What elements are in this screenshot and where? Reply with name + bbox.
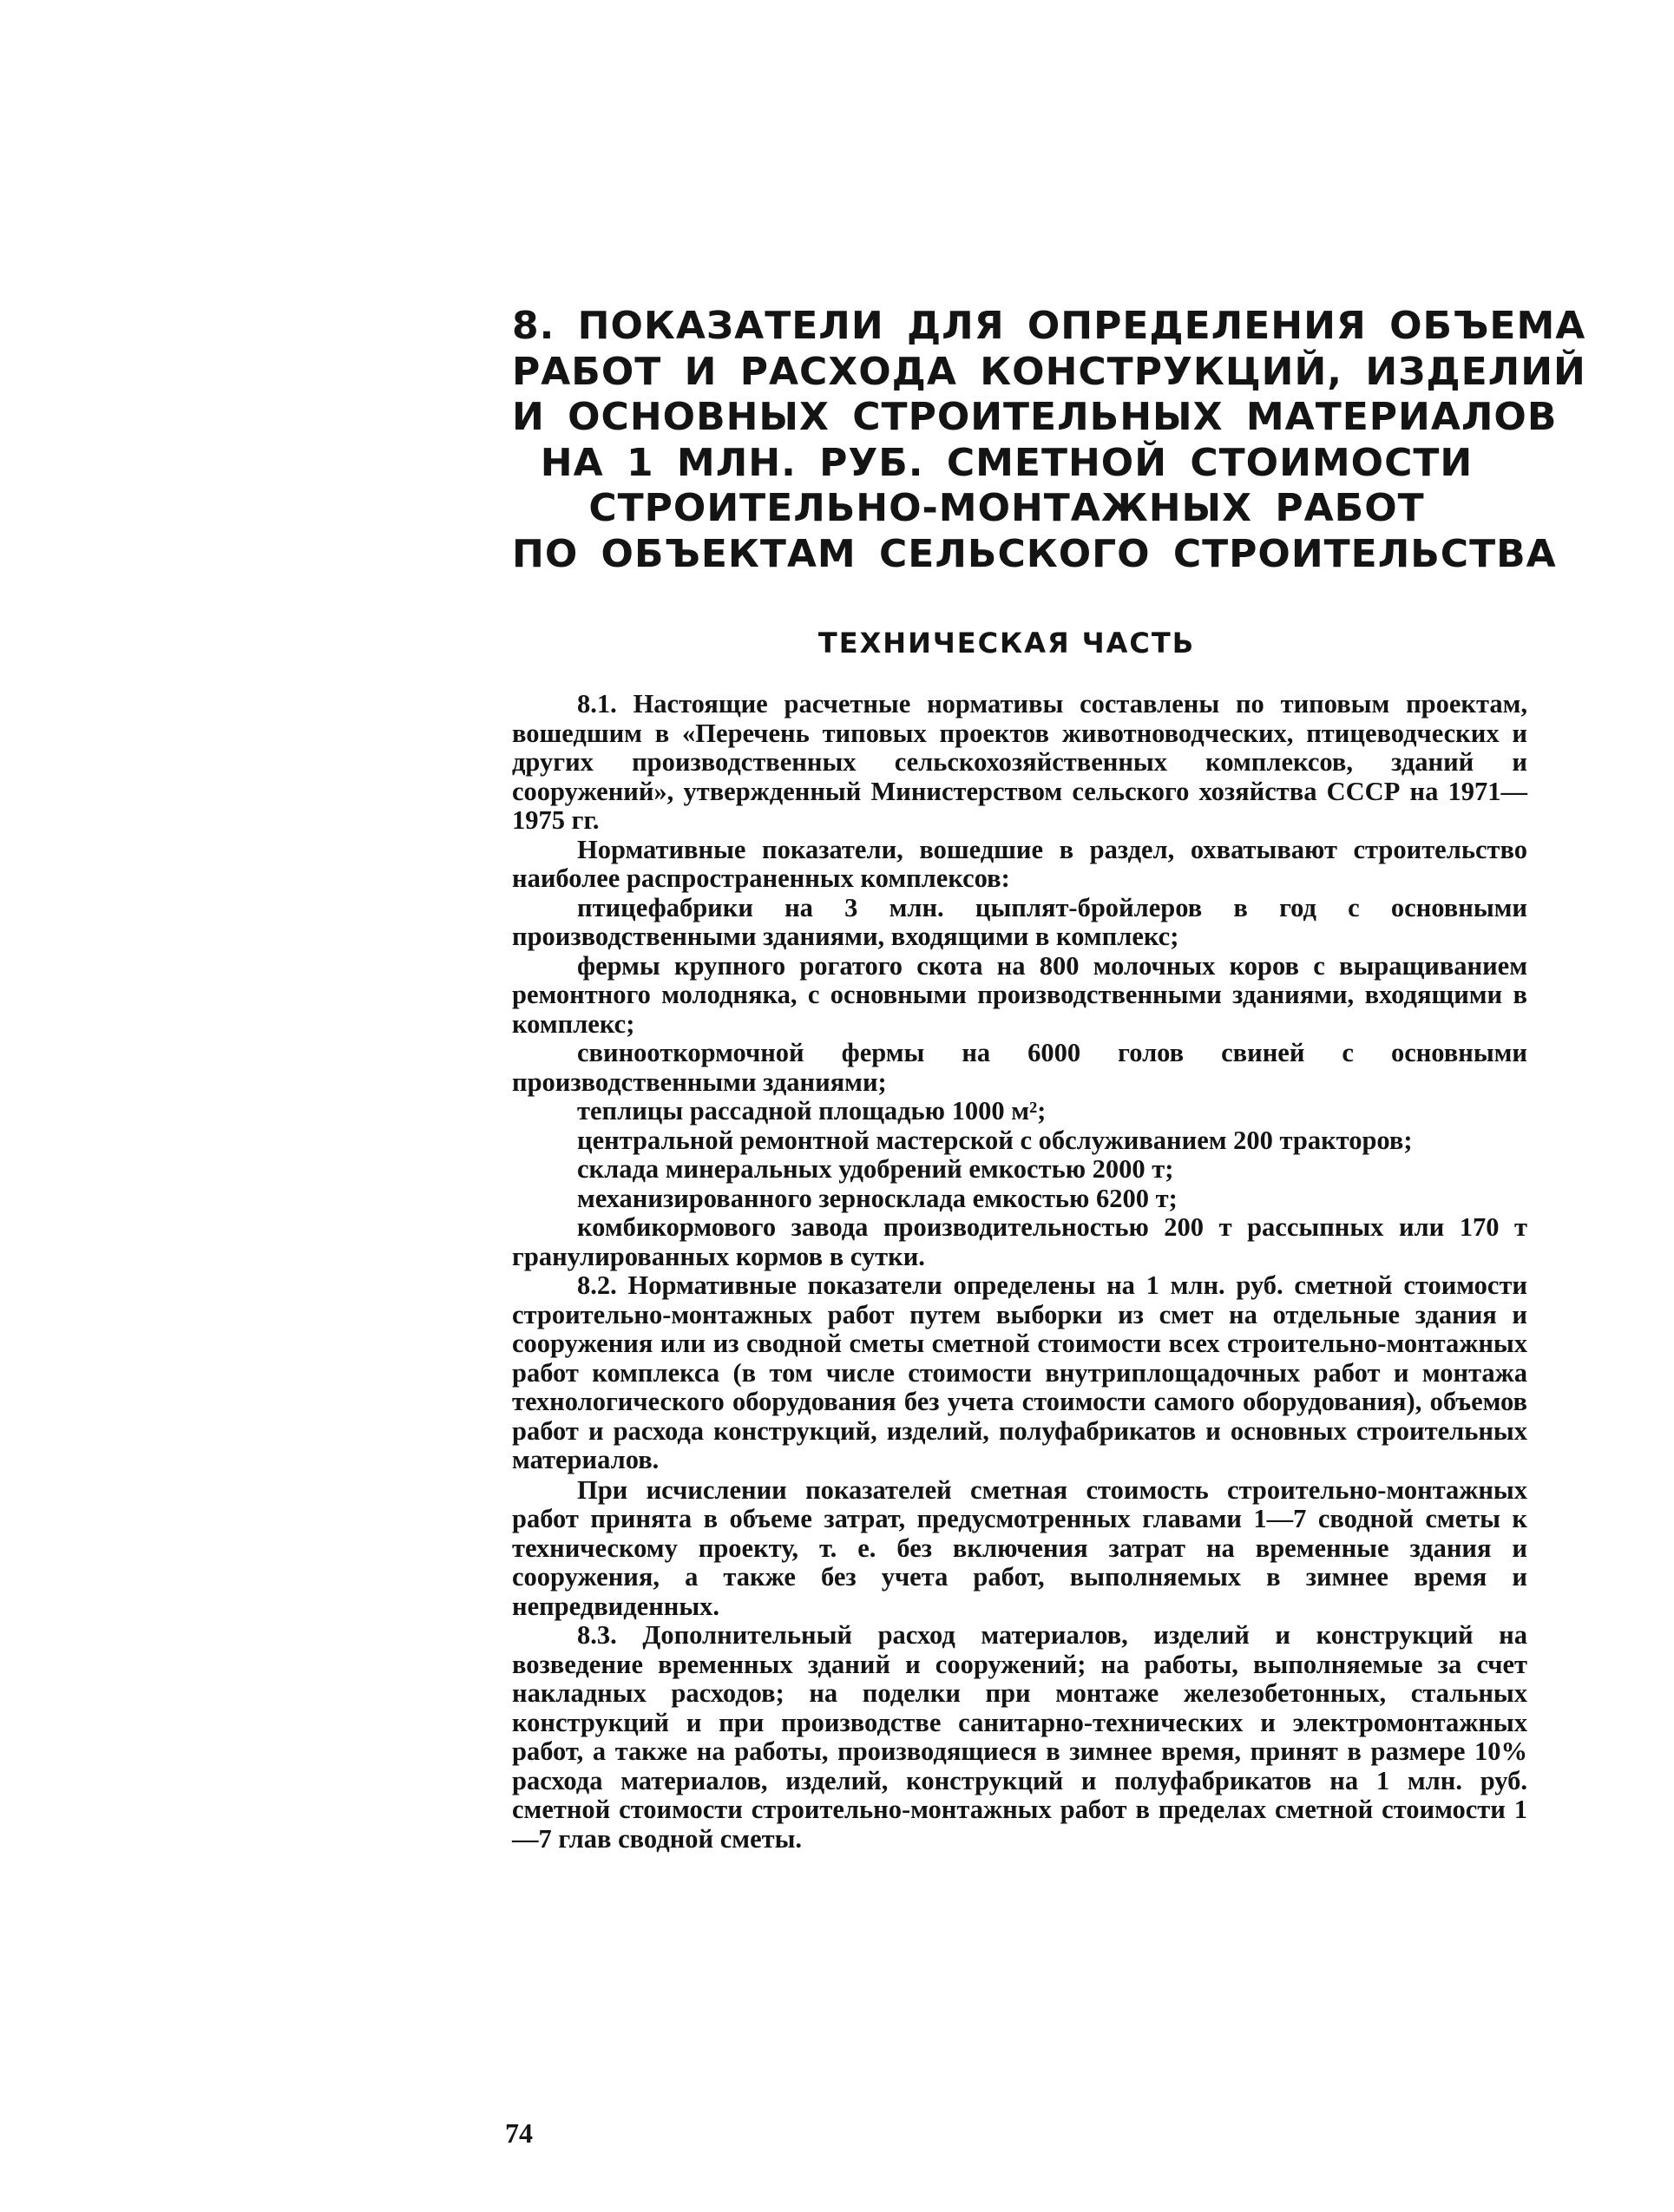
title-line: 8. ПОКАЗАТЕЛИ ДЛЯ ОПРЕДЕЛЕНИЯ ОБЪЕМА [512, 304, 1586, 348]
paragraph: Нормативные показатели, вошедшие в раздел, охватывают строительство наиболее распространенных комплексов: [512, 834, 1527, 893]
list-item: механизированного зерносклада емкостью 6200 т; [577, 1183, 1178, 1213]
title-line: ПО ОБЪЕКТАМ СЕЛЬСКОГО СТРОИТЕЛЬСТВА [512, 531, 1557, 576]
list-item: птицефабрики на 3 млн. цыплят-бройлеров в год с основными производственными зданиями, входящими в комплекс; [512, 892, 1527, 951]
subsection-heading: ТЕХНИЧЕСКАЯ ЧАСТЬ [817, 627, 1196, 660]
page-number: 74 [505, 2117, 533, 2149]
title-line: НА 1 МЛН. РУБ. СМЕТНОЙ СТОИМОСТИ [540, 440, 1474, 485]
title-line: РАБОТ И РАСХОДА КОНСТРУКЦИЙ, ИЗДЕЛИЙ [512, 349, 1586, 394]
paragraph: 8.1. Настоящие расчетные нормативы составлены по типовым проектам, вошедшим в «Перечень типовых проектов животноводческих, птицеводческих и других производственных сельскохозяйственных комплексов, зданий и сооружений», утвержденный Министерством сельского хозяйства СССР на 1971—1975 гг. [512, 689, 1527, 835]
list-item: фермы крупного рогатого скота на 800 молочных коров с выращиванием ремонтного молодняка, с основными производственными зданиями, входящими в комплекс; [512, 950, 1527, 1039]
body-text [512, 690, 1527, 1854]
list-item: теплицы рассадной площадью 1000 м²; [577, 1096, 1047, 1126]
title-line: И ОСНОВНЫХ СТРОИТЕЛЬНЫХ МАТЕРИАЛОВ [512, 395, 1558, 439]
list-item: комбикормового завода производительностью 200 т рассыпных или 170 т гранулированных кормов в сутки. [512, 1212, 1527, 1271]
list-item: склада минеральных удобрений емкостью 2000 т; [577, 1154, 1174, 1184]
paragraph: 8.2. Нормативные показатели определены на 1 млн. руб. сметной стоимости строительно-монтажных работ путем выборки из смет на отдельные здания и сооружения или из сводной сметы сметной стоимости всех строительно-монтажных работ комплекса (в том числе стоимости внутриплощадочных работ и монтажа технологического оборудования без учета стоимости самого оборудования), объемов работ и расхода конструкций, изделий, полуфабрикатов и основных строительных материалов. [512, 1270, 1527, 1474]
paragraph: 8.3. Дополнительный расход материалов, изделий и конструкций на возведение временных зданий и сооружений; на работы, выполняемые за счет накладных расходов; на поделки при монтаже железобетонных, стальных конструкций и при производстве санитарно-технических и электромонтажных работ, а также на работы, производящиеся в зимнее время, принят в размере 10% расхода материалов, изделий, конструкций и полуфабрикатов на 1 млн. руб. сметной стоимости строительно-монтажных работ в пределах сметной стоимости 1—7 глав сводной сметы. [512, 1620, 1527, 1854]
list-item: свинооткормочной фермы на 6000 голов свиней с основными производственными зданиями; [512, 1038, 1527, 1097]
section-title [512, 304, 1586, 577]
paragraph: При исчислении показателей сметная стоимость строительно-монтажных работ принята в объеме затрат, предусмотренных главами 1—7 сводной сметы к техническому проекту, т. е. без включения затрат на временные здания и сооружения, а также без учета работ, выполняемых в зимнее время и непредвиденных. [512, 1474, 1527, 1621]
list-item: центральной ремонтной мастерской с обслуживанием 200 тракторов; [577, 1125, 1413, 1155]
title-line: СТРОИТЕЛЬНО-МОНТАЖНЫХ РАБОТ [588, 486, 1425, 530]
